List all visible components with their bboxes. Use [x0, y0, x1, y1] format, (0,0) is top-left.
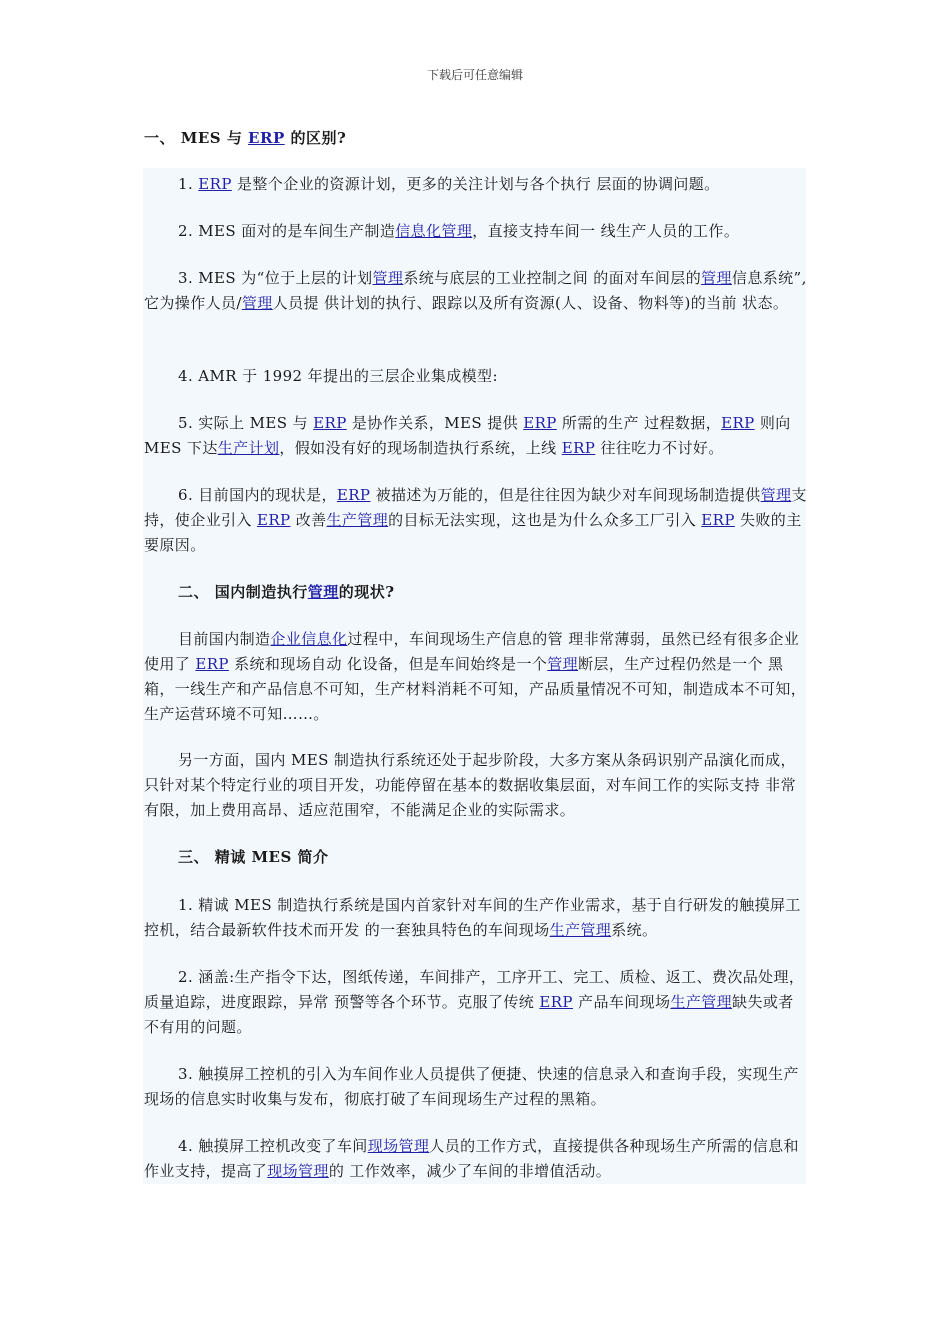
text: 4. 触摸屏工控机改变了车间 — [178, 1137, 368, 1155]
production-management-link[interactable]: 生产管理 — [549, 921, 612, 939]
text: 人员提 供计划的执行、跟踪以及所有资源(人、设备、物料等)的当前 状态。 — [272, 294, 789, 312]
info-management-link[interactable]: 信息化管理 — [395, 222, 473, 240]
erp-link[interactable]: ERP — [198, 175, 232, 193]
text: 1. — [178, 175, 199, 193]
site-management-link[interactable]: 现场管理 — [367, 1137, 430, 1155]
text: 系统和现场自动 化设备，但是车间始终是一个 — [228, 655, 548, 673]
text: 人员的工作方式，直接提供各种现场生产所需的信息和作业支持，提高了 — [144, 1137, 799, 1180]
text: 被描述为万能的，但是往往因为缺少对车间现场制造提供 — [370, 486, 761, 504]
erp-link[interactable]: ERP — [701, 511, 735, 529]
section-2-title-text: 二、 国内制造执行 — [178, 583, 308, 601]
text: 信息系统”,它为操作人员/ — [144, 269, 807, 312]
s2-para-1 — [144, 627, 808, 727]
text: 目前国内制造 — [178, 630, 271, 648]
erp-link[interactable]: ERP — [248, 129, 285, 147]
production-management-link[interactable]: 生产管理 — [670, 993, 733, 1011]
erp-link[interactable]: ERP — [195, 655, 229, 673]
section-2-title-suffix: 的现状? — [338, 583, 395, 601]
text: 的 工作效率，减少了车间的非增值活动。 — [328, 1162, 612, 1180]
s1-item-6 — [144, 483, 808, 558]
s3-item-4 — [144, 1134, 808, 1184]
s3-item-1 — [144, 893, 808, 943]
text: ，直接支持车间一 线生产人员的工作。 — [472, 222, 740, 240]
management-link[interactable]: 管理 — [760, 486, 792, 504]
section-3-title-text: 三、 精诚 MES 简介 — [178, 848, 329, 866]
text: 1. 精诚 MES 制造执行系统是国内首家针对车间的生产作业需求，基于自行研发的触摸屏工控机，结合最新软件技术而开发 的一套独具特色的车间现场 — [144, 896, 801, 939]
enterprise-informatization-link[interactable]: 企业信息化 — [270, 630, 348, 648]
s1-item-5 — [144, 411, 808, 461]
text: 2. MES 面对的是车间生产制造 — [178, 222, 396, 240]
section-1-title-suffix: 的区别? — [284, 129, 347, 147]
text: 2. 涵盖:生产指令下达，图纸传递，车间排产，工序开工、完工、质检、返工、费次品处理，质量追踪，进度跟踪，异常 预警等各个环节。克服了传统 — [144, 968, 805, 1011]
text: 系统与底层的工业控制之间 的面对车间层的 — [403, 269, 702, 287]
production-plan-link[interactable]: 生产计划 — [217, 439, 280, 457]
site-management-link[interactable]: 现场管理 — [267, 1162, 329, 1180]
section-2-title — [178, 581, 395, 602]
text: 则向 MES 下达 — [144, 414, 791, 457]
s3-item-2 — [144, 965, 808, 1040]
text: 改善 — [290, 511, 327, 529]
text: 缺失或者不有用的问题。 — [144, 993, 794, 1036]
text: ，假如没有好的现场制造执行系统，上线 — [279, 439, 562, 457]
text: 的目标无法实现，这也是为什么众多工厂引入 — [388, 511, 702, 529]
text: 6. 目前国内的现状是， — [178, 486, 337, 504]
s2-para-2 — [144, 748, 808, 823]
section-1-title-text: 一、 MES 与 — [144, 129, 249, 147]
text: 是整个企业的资源计划，更多的关注计划与各个执行 层面的协调问题。 — [231, 175, 720, 193]
text: 5. 实际上 MES 与 — [178, 414, 314, 432]
erp-link[interactable]: ERP — [539, 993, 573, 1011]
erp-link[interactable]: ERP — [336, 486, 371, 504]
text: 产品车间现场 — [572, 993, 671, 1011]
erp-link[interactable]: ERP — [561, 439, 596, 457]
text: 断层，生产过程仍然是一个 黑箱，一线生产和产品信息不可知，生产材料消耗不可知，产品质量情况不可知，制造成本不可知，生产运营环境不可知……。 — [144, 655, 807, 723]
s1-item-4 — [144, 364, 808, 389]
text: 支持，使企业引入 — [144, 486, 807, 529]
section-3-title — [178, 846, 329, 867]
s1-item-3 — [144, 266, 808, 316]
management-link[interactable]: 管理 — [701, 269, 732, 287]
management-link[interactable]: 管理 — [307, 583, 339, 601]
erp-link[interactable]: ERP — [523, 414, 557, 432]
text: 所需的生产 过程数据， — [556, 414, 722, 432]
erp-link[interactable]: ERP — [721, 414, 755, 432]
erp-link[interactable]: ERP — [313, 414, 347, 432]
text: 3. MES 为“位于上层的计划 — [178, 269, 373, 287]
text: 3. 触摸屏工控机的引入为车间作业人员提供了便捷、快速的信息录入和查询手段，实现生产现场的信息实时收集与发布，彻底打破了车间现场生产过程的黑箱。 — [144, 1065, 799, 1108]
s1-item-2 — [144, 219, 808, 244]
management-link[interactable]: 管理 — [372, 269, 404, 287]
erp-link[interactable]: ERP — [256, 511, 291, 529]
production-management-link[interactable]: 生产管理 — [326, 511, 389, 529]
text: 系统。 — [611, 921, 658, 939]
page-header: 下载后可任意编辑 — [426, 68, 523, 82]
text: 另一方面，国内 MES 制造执行系统还处于起步阶段，大多方案从条码识别产品演化而成，只针对某个特定行业的项目开发，功能停留在基本的数据收集层面，对车间工作的实际支持 非常有限，加上费用高昂、适应范围窄，不能满足企业的实际需求。 — [144, 751, 796, 819]
s1-item-1 — [144, 172, 808, 197]
text: 是协作关系，MES 提供 — [346, 414, 524, 432]
s3-item-3 — [144, 1062, 808, 1112]
text: 过程中，车间现场生产信息的管 理非常薄弱，虽然已经有很多企业使用了 — [144, 630, 800, 673]
management-link[interactable]: 管理 — [241, 294, 273, 312]
text: 4. AMR 于 1992 年提出的三层企业集成模型: — [178, 367, 498, 385]
text: 往往吃力不讨好。 — [595, 439, 724, 457]
section-1-title — [144, 127, 346, 148]
text: 失败的主要原因。 — [144, 511, 802, 554]
management-link[interactable]: 管理 — [547, 655, 579, 673]
